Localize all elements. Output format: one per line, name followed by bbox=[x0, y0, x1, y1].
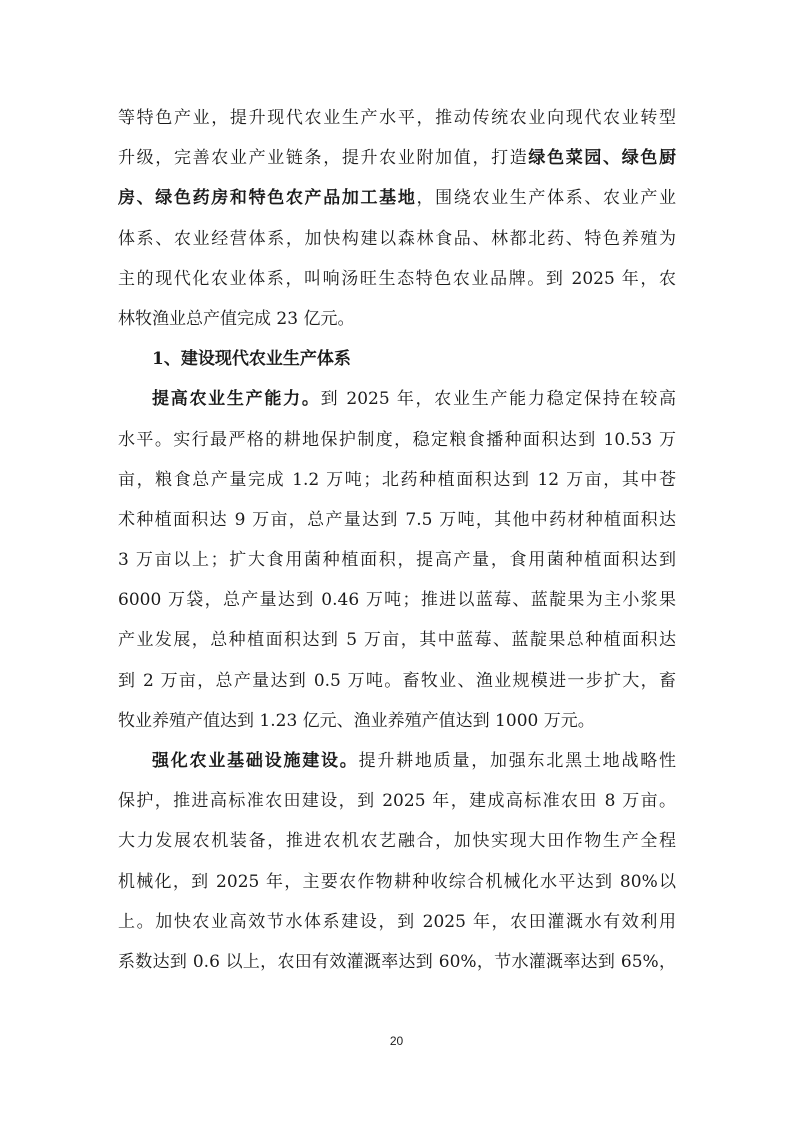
text-line bbox=[118, 178, 676, 218]
text-line: 水平。实行最严格的耕地保护制度，稳定粮食播种面积达到 10.53 万 bbox=[118, 429, 676, 450]
section-heading bbox=[118, 339, 676, 379]
paragraph-infrastructure bbox=[118, 741, 676, 982]
text-line: 亩，粮食总产量完成 1.2 万吨；北药种植面积达到 12 万亩，其中苍 bbox=[118, 469, 676, 490]
text-run: ，围绕农业生产体系、农业产业 bbox=[416, 188, 676, 209]
text-line: 保护，推进高标准农田建设，到 2025 年，建成高标准农田 8 万亩。 bbox=[118, 791, 676, 812]
document-body bbox=[118, 98, 676, 982]
heading-text: 1、建设现代农业生产体系 bbox=[152, 349, 351, 370]
text-line: 6000 万袋，总产量达到 0.46 万吨；推进以蓝莓、蓝靛果为主小浆果 bbox=[118, 590, 676, 611]
text-line bbox=[118, 741, 676, 781]
text-line: 体系、农业经营体系，加快构建以森林食品、林都北药、特色养殖为 bbox=[118, 228, 676, 249]
text-line: 系数达到 0.6 以上，农田有效灌溉率达到 60%，节水灌溉率达到 65%， bbox=[118, 951, 676, 972]
page-number: 20 bbox=[389, 1034, 404, 1048]
text-line bbox=[118, 138, 676, 178]
text-line: 机械化，到 2025 年，主要农作物耕种收综合机械化水平达到 80%以 bbox=[118, 871, 676, 892]
text-run: 到 2025 年，农业生产能力稳定保持在较高 bbox=[320, 389, 676, 410]
text-line: 3 万亩以上；扩大食用菌种植面积，提高产量，食用菌种植面积达到 bbox=[118, 550, 676, 571]
paragraph-production-capacity bbox=[118, 379, 676, 741]
bold-text: 绿色菜园、绿色厨 bbox=[528, 148, 676, 169]
text-line: 产业发展，总种植面积达到 5 万亩，其中蓝莓、蓝靛果总种植面积达 bbox=[118, 630, 676, 651]
text-line: 等特色产业，提升现代农业生产水平，推动传统农业向现代农业转型 bbox=[118, 108, 676, 128]
bold-lead: 提高农业生产能力。 bbox=[152, 389, 321, 410]
bold-lead: 强化农业基础设施建设。 bbox=[152, 751, 359, 771]
text-line: 主的现代化农业体系，叫响汤旺生态特色农业品牌。到 2025 年，农 bbox=[118, 268, 676, 289]
text-run: 升级，完善农业产业链条，提升农业附加值，打造 bbox=[118, 148, 529, 169]
text-line: 术种植面积达 9 万亩，总产量达到 7.5 万吨，其他中药材种植面积达 bbox=[118, 509, 676, 530]
text-run: 提升耕地质量，加强东北黑土地战略性 bbox=[358, 751, 676, 771]
text-line: 大力发展农机装备，推进农机农艺融合，加快实现大田作物生产全程 bbox=[118, 831, 676, 852]
text-line: 到 2 万亩，总产量达到 0.5 万吨。畜牧业、渔业规模进一步扩大，畜 bbox=[118, 670, 676, 691]
text-line bbox=[118, 379, 676, 419]
text-line: 林牧渔业总产值完成 23 亿元。 bbox=[118, 308, 355, 329]
text-line: 牧业养殖产值达到 1.23 亿元、渔业养殖产值达到 1000 万元。 bbox=[118, 710, 595, 731]
bold-text: 房、绿色药房和特色农产品加工基地 bbox=[118, 188, 417, 209]
paragraph-green-agriculture bbox=[118, 98, 676, 339]
text-line: 上。加快农业高效节水体系建设，到 2025 年，农田灌溉水有效利用 bbox=[118, 911, 676, 932]
